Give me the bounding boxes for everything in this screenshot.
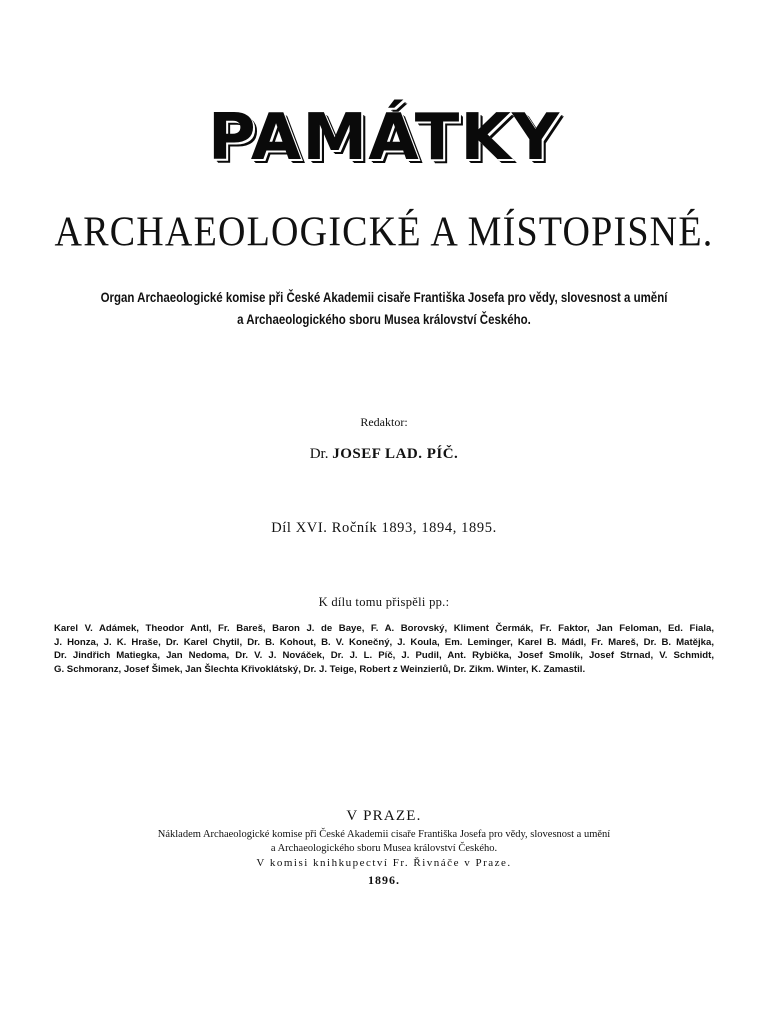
imprint-publisher	[0, 828, 768, 856]
editor-label: Redaktor:	[360, 415, 408, 429]
contributors-label: K dílu tomu přispěli pp.:	[318, 595, 450, 609]
contributors-line: G. Schmoranz, Josef Šimek, Jan Šlechta Křivoklátský, Dr. J. Teige, Robert z Weinzierlů, Dr. Zikm. Winter, K. Zamastil.	[54, 663, 586, 675]
publisher-line-1: Nákladem Archaeologické komise při České Akademii cisaře Františka Josefa pro vědy, slovesnost a umění	[157, 829, 611, 840]
organ-line-2: a Archaeologického sboru Musea království Českého.	[237, 311, 531, 327]
editor-name: JOSEF LAD. PÍČ.	[332, 446, 459, 462]
journal-title: PAMÁTKY	[207, 101, 561, 175]
editor-line	[0, 444, 768, 464]
contributors-line: J. Honza, J. K. Hraše, Dr. Karel Chytil, Dr. B. Kohout, B. V. Konečný, J. Koula, Em. Leminger, Karel B. Mádl, Fr. Mareš, Dr. B. Matějka,	[54, 636, 714, 648]
imprint-city: V PRAZE.	[346, 808, 422, 824]
journal-subtitle: ARCHAEOLOGICKÉ A MÍSTOPISNÉ.	[54, 208, 714, 256]
organ-statement	[69, 286, 699, 330]
volume-statement: Díl XVI. Ročník 1893, 1894, 1895.	[271, 520, 497, 536]
contributors-line: Dr. Jindřich Matiegka, Jan Nedoma, Dr. V. J. Nováček, Dr. J. L. Píč, J. Pudil, Ant. Rybička, Josef Smolík, Josef Strnad, V. Schmidt,	[54, 650, 714, 661]
imprint-commission: V komisi knihkupectví Fr. Řivnáče v Praze.	[256, 857, 512, 869]
organ-line-1: Organ Archaeologické komise při České Akademii cisaře Františka Josefa pro vědy, slovesnost a umění	[100, 289, 668, 305]
editor-prefix: Dr.	[309, 446, 329, 462]
contributors-line: Karel V. Adámek, Theodor Antl, Fr. Bareš, Baron J. de Baye, F. A. Borovský, Kliment Čermák, Fr. Faktor, Jan Feloman, Ed. Fiala,	[54, 623, 714, 634]
contributors-list	[54, 622, 714, 676]
publisher-line-2: a Archaeologického sboru Musea království Českého.	[270, 843, 498, 854]
imprint-year: 1896.	[368, 873, 400, 887]
